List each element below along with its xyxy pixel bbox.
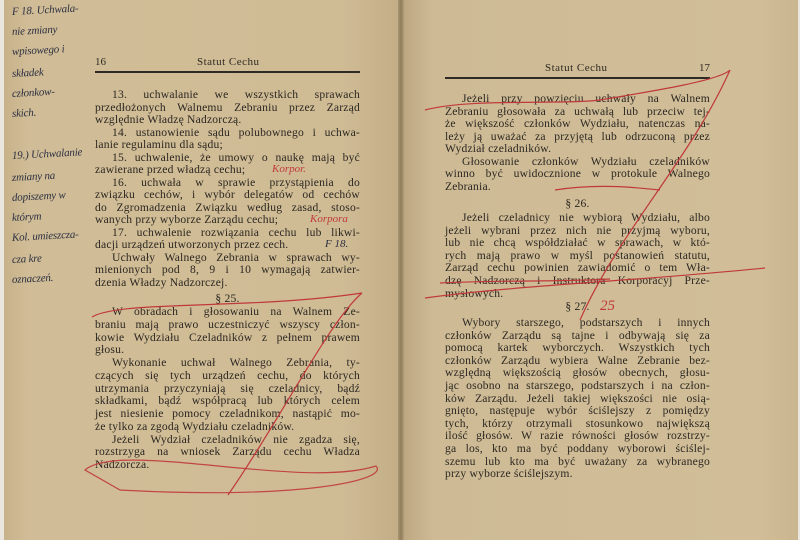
text-line: 15. uchwalenie, że umowy o naukę mają być <box>112 150 360 164</box>
text-line: Zebraniu głosowała za uchwałą lub przeciw tej- <box>445 104 710 118</box>
text-line: składkami, bądź współpracą lub których celem <box>95 394 360 408</box>
text-line: przedłożonych Walnemu Zebraniu przez Zarząd <box>95 100 360 114</box>
text-line: zawierane przed władzą cechu; <box>95 163 246 176</box>
text-line: czących się tych urządzeń cechu, do których <box>95 368 360 382</box>
text-line: W obradach i głosowaniu na Walnem Ze- <box>112 305 360 318</box>
text-line: 14. ustanowienie sądu polubownego i uchwa- <box>112 125 360 139</box>
text-line: rych mają prawo w myśl postanowień statutu, <box>445 248 710 262</box>
handwritten-margin-note: 19.) Uchwalanie <box>11 146 83 162</box>
handwritten-margin-note: składek <box>11 66 44 80</box>
section-heading: § 26. <box>565 197 590 210</box>
handwritten-margin-note: oznaczeń. <box>11 271 54 286</box>
text-line: jąc osobno na starszego, podstarszych i na człon- <box>445 379 710 392</box>
text-line: gnięto, następuje wybór ściślejszy z pomiędzy <box>445 404 710 418</box>
text-line: dzenia Władzy Nadzorczej. <box>95 275 228 289</box>
section-heading: § 27. <box>565 300 590 313</box>
text-line: Nadzorcza. <box>95 458 150 471</box>
handwritten-margin-note: Kol. umieszcza- <box>11 228 79 244</box>
text-line: Wydział czeladników. <box>445 142 552 155</box>
handwritten-margin-note: cza kre <box>11 252 42 266</box>
text-line: związku cechów, i wybór delegatów od cechów <box>95 188 360 201</box>
text-line: mysłowych. <box>445 286 504 300</box>
text-line: głosu. <box>95 343 125 357</box>
handwritten-margin-note: zmiany na <box>11 169 56 184</box>
right-page-number: 17 <box>699 62 710 74</box>
handwritten-margin-note: dopiszemy w <box>11 189 66 204</box>
text-line: braniu mają prawo uczestniczyć wszyscy człon- <box>95 317 360 331</box>
text-line: jeżeli wybrani przez nich nie przyjmą wyboru, <box>445 223 710 237</box>
text-line: członków Zarządu wybiera Walne Zebranie bez- <box>445 353 710 367</box>
text-line: Jeżeli Wydział czeladników nie zgadza się, <box>112 432 360 446</box>
text-line: Zebrania. <box>445 179 491 193</box>
text-line: winno być uwidocznione w protokule Walnego <box>445 167 710 180</box>
text-line: ilość głosów. W razie równości głosów rozstrzy- <box>445 429 710 443</box>
text-line: mienionych pod 8, 9 i 10 wymagają zatwier- <box>95 263 360 276</box>
text-line: Wykonanie uchwał Walnego Zebrania, ty- <box>112 356 360 369</box>
text-line: kowie Wydziału Czeladników z pełnem prawem <box>95 330 360 344</box>
text-line: lanie regulaminu dla sądu; <box>95 138 223 151</box>
text-line: dacji urządzeń utworzonych przez cech. <box>95 238 289 251</box>
handwritten-margin-note: skich. <box>11 106 37 120</box>
text-line: 13. uchwalanie we wszystkich sprawach <box>112 88 360 101</box>
handwritten-margin-note: nie zmiany <box>11 23 58 38</box>
text-line: przy wyborze ściślejszym. <box>445 467 573 481</box>
text-line: 16. uchwała w sprawie przystąpienia do <box>112 175 360 189</box>
handwritten-margin-note: którym <box>11 210 42 224</box>
handwritten-margin-note: F 18. Uchwala- <box>11 2 79 18</box>
red-note-section-number: 25 <box>600 298 615 314</box>
text-line: wanych przy wyborze Zarządu cechu; <box>95 213 279 226</box>
text-line: Głosowanie członków Wydziału czeladników <box>462 154 710 168</box>
text-line: rozstrzyga na wniosek Zarządu cechu Władza <box>95 445 360 459</box>
right-running-head: Statut Cechu <box>545 62 608 74</box>
text-line: ga los, kto ma być poddany wyborowi ściślej- <box>445 442 710 455</box>
text-line: Jeżeli czeladnicy nie wybiorą Wydziału, albo <box>462 211 710 224</box>
text-line: utrzymania przyczyniają się czeladnicy, bądź <box>95 381 360 395</box>
text-line: dzę Nadzorczą i Instruktora Korporacyj Prze- <box>445 274 710 287</box>
handwritten-margin-note: wpisowego i <box>11 43 65 58</box>
handwritten-margin-note: członkow- <box>11 85 56 100</box>
text-line: Zarząd cechu powinien zawiadomić o tem Wła- <box>445 261 710 275</box>
text-line: tych, którzy otrzymali stosunkowo największą <box>445 416 710 430</box>
text-line: Jeżeli przy powzięciu uchwały na Walnem <box>462 92 710 105</box>
text-line: ków Zarządu. Jeżeli takiej większości nie osią- <box>445 391 710 405</box>
text-line: lub nie chcą współdziałać w sprawach, w któ- <box>445 236 710 250</box>
text-line: Wybory starszego, podstarszych i innych <box>462 316 710 329</box>
text-line: względnie Władzę Nadzorczą. <box>95 113 242 126</box>
left-page-number: 16 <box>95 56 106 68</box>
text-line: członków Zarządu są tajne i odbywają się za <box>445 328 710 342</box>
text-line: leży ją uważać za przyjętą lub odrzuconą przez <box>445 129 710 143</box>
red-note-korpora: Korpora <box>310 213 348 225</box>
text-line: do Zgromadzenia Związku według zasad, stoso- <box>95 200 360 214</box>
text-line: jest niesienie pomocy czeladnikom, nastąpić mo- <box>95 407 360 420</box>
text-line: że większość członków Wydziału, natenczas na- <box>445 117 710 130</box>
red-note-korpor: Korpor. <box>272 163 306 175</box>
text-line: 17. uchwalenie rozwiązania cechu lub likwi- <box>112 225 360 239</box>
text-line: pomocą kartek wyborczych. Wszystkich tych <box>445 341 710 355</box>
text-line: że tylko za zgodą Wydziału czeladników. <box>95 419 295 433</box>
section-heading: § 25. <box>215 292 240 305</box>
text-line: względną większością głosów obecnych, głosu- <box>445 366 710 380</box>
text-line: szemu lub kto ma być uważany za wybranego <box>445 454 710 468</box>
left-running-head: Statut Cechu <box>197 56 260 68</box>
note-f18: F 18. <box>325 238 349 250</box>
text-line: Uchwały Walnego Zebrania w sprawach wy- <box>112 250 360 264</box>
